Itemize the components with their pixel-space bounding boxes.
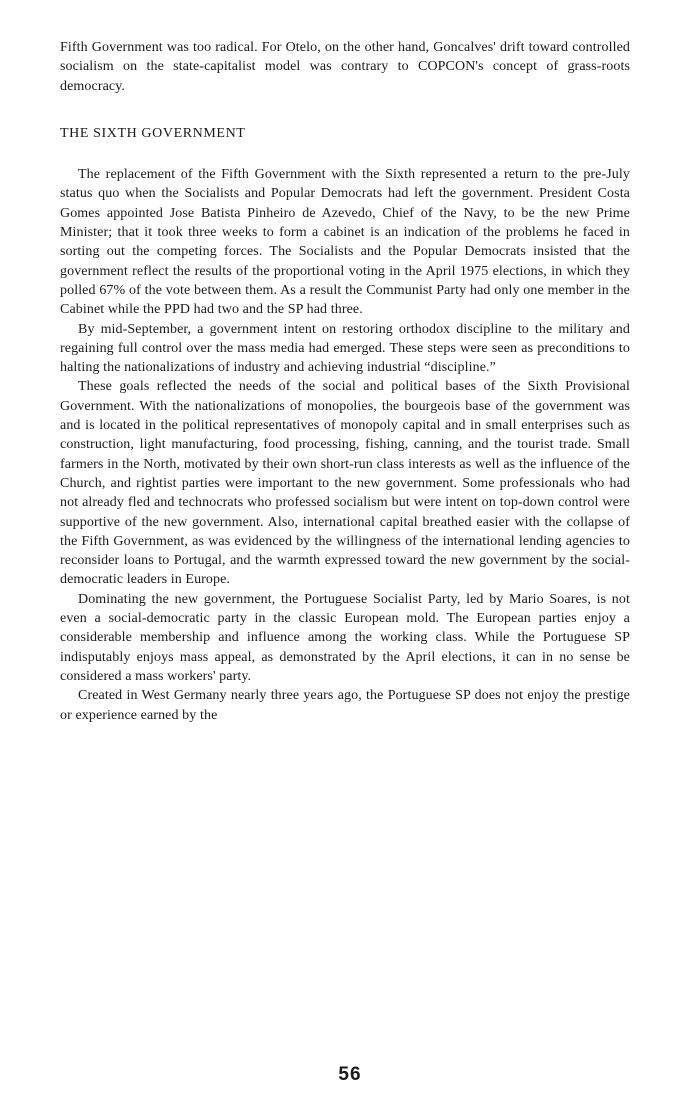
body-paragraph: These goals reflected the needs of the social and political bases of the Sixth Provisional Government. With the nationalizations of monopolies, the bourgeois base of the government was and is located in the political representatives of monopoly capital and in small enterprises such as construction, light manufacturing, food processing, fishing, canning, and the tourist trade. Small farmers in the North, motivated by their own short-run class interests as well as the influence of the Church, and rightist parties were important to the new government. Some professionals who had not already fled and technocrats who professed socialism but were intent on top-down control were supportive of the new government. Also, international capital breathed easier with the collapse of the Fifth Government, as was evidenced by the willingness of the international lending agencies to reconsider loans to Portugal, and the warmth expressed toward the new government by the social-democratic leaders in Europe. <box>60 379 630 588</box>
opening-paragraph: Fifth Government was too radical. For Otelo, on the other hand, Goncalves' drift toward controlled socialism on the state-capitalist model was contrary to COPCON's concept of grass-roots democracy. <box>60 40 630 94</box>
page-body <box>60 38 630 725</box>
page-number: 56 <box>338 1064 362 1085</box>
section-heading: THE SIXTH GOVERNMENT <box>60 125 246 141</box>
body-paragraph: Created in West Germany nearly three years ago, the Portuguese SP does not enjoy the prestige or experience earned by the <box>60 688 630 723</box>
body-paragraph: By mid-September, a government intent on restoring orthodox discipline to the military and regaining full control over the mass media had emerged. These steps were seen as preconditions to halting the nationalizations of industry and achieving industrial “discipline.” <box>60 321 630 376</box>
body-paragraph: Dominating the new government, the Portuguese Socialist Party, led by Mario Soares, is not even a social-democratic party in the classic European mold. The European parties enjoy a considerable membership and influence among the working class. While the Portuguese SP indisputably enjoys mass appeal, as demonstrated by the April elections, it can in no sense be considered a mass workers' party. <box>60 591 630 684</box>
body-paragraph: The replacement of the Fifth Government with the Sixth represented a return to the pre-July status quo when the Socialists and Popular Democrats had left the government. President Costa Gomes appointed Jose Batista Pinheiro de Azevedo, Chief of the Navy, to be the new Prime Minister; that it took three weeks to form a cabinet is an indication of the problems he faced in sorting out the competing forces. The Socialists and the Popular Democrats insisted that the government reflect the results of the proportional voting in the April 1975 elections, in which they polled 67% of the vote between them. As a result the Communist Party had only one member in the Cabinet while the PPD had two and the SP had three. <box>60 167 630 318</box>
